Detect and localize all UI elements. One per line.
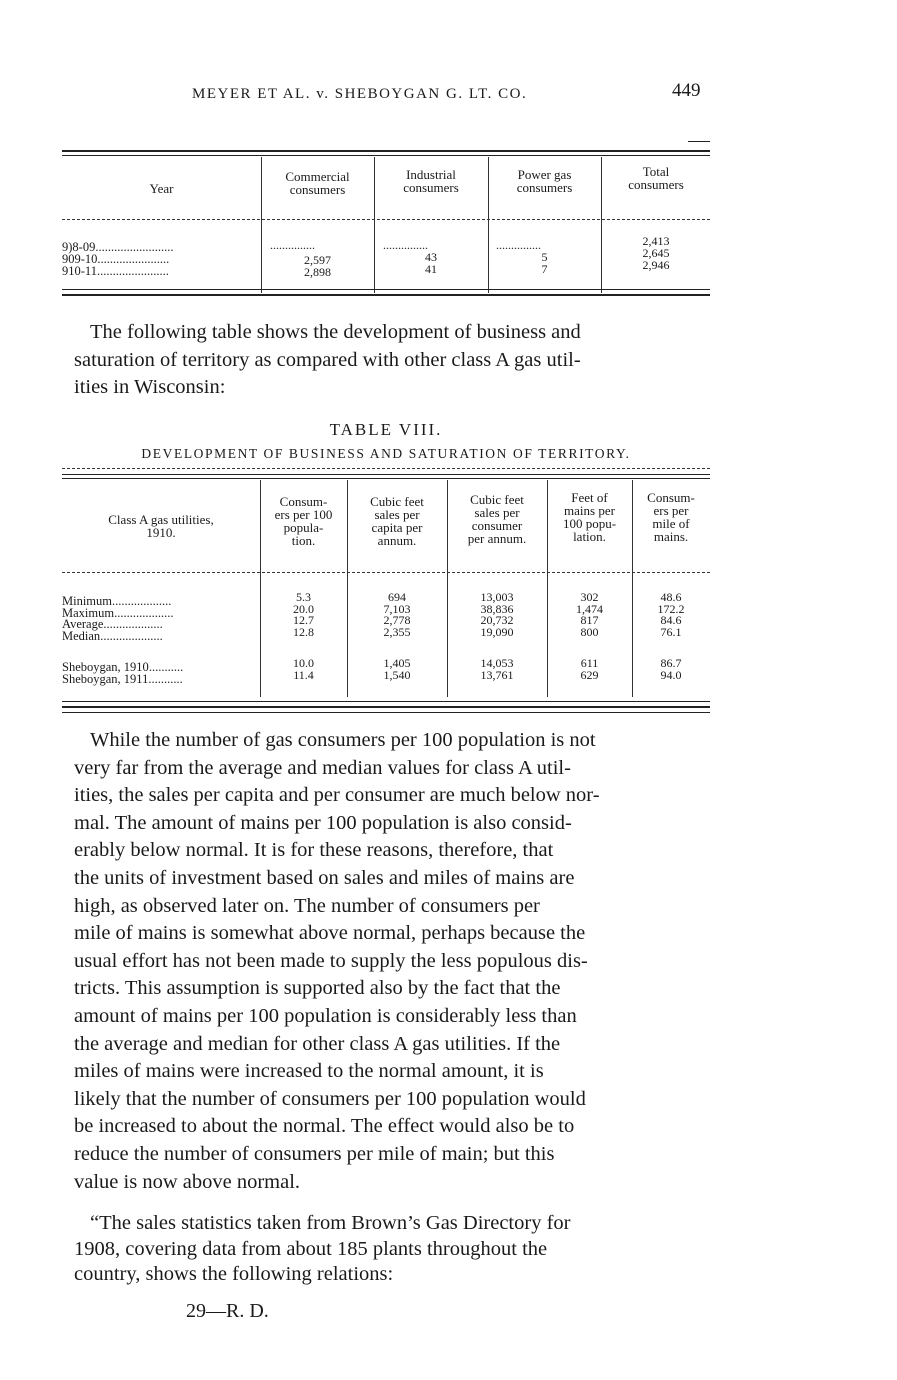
table-cell: 84.6: [660, 613, 682, 627]
table-cell: 2,645: [642, 246, 670, 260]
text-line: likely that the number of consumers per 100 population would: [74, 1087, 586, 1110]
table-cell: 2,898: [304, 265, 331, 279]
table-title: DEVELOPMENT OF BUSINESS AND SATURATION OF TERRITORY.: [141, 446, 631, 461]
table-cell: 2,778: [383, 613, 411, 627]
text-line: mile of mains is somewhat above normal, perhaps because the: [74, 922, 586, 945]
table-row: 909-10.......................: [62, 252, 170, 266]
table-cell: 1,474: [576, 601, 603, 616]
table-row: 9)8-09.........................: [62, 240, 174, 254]
table-rule: [62, 150, 710, 152]
text-line: “The sales statistics taken from Brown’s Gas Directory for: [90, 1212, 571, 1234]
table-rule: [62, 701, 710, 702]
table-cell: 1,540: [383, 667, 411, 682]
table-cell: 20.0: [293, 601, 314, 616]
table-cell: 5: [541, 250, 548, 264]
table-cell: 302: [580, 590, 599, 604]
table-cell: 41: [425, 262, 437, 276]
text-line: ities, the sales per capita and per consumer are much below nor-: [74, 784, 600, 807]
text-line: the units of investment based on sales and miles of mains are: [74, 866, 575, 889]
row-label: Sheboygan, 1911...........: [62, 671, 183, 686]
dotted-leader: ...............: [383, 238, 428, 252]
table-cell: 11.4: [293, 667, 314, 682]
table-cell: 629: [580, 667, 599, 682]
table-cell: 172.2: [657, 601, 685, 616]
text-line: high, as observed later on. The number of consumers per: [74, 894, 540, 917]
text-line: country, shows the following relations:: [74, 1263, 394, 1285]
table-cell: 12.7: [293, 613, 314, 627]
text-line: value is now above normal.: [74, 1170, 301, 1193]
table-cell: 2,413: [642, 234, 670, 248]
signature-mark: 29—R. D.: [186, 1300, 269, 1322]
table-cell: 12.8: [293, 624, 314, 639]
text-line: miles of mains were increased to the normal amount, it is: [74, 1060, 544, 1083]
table-cell: 94.0: [660, 667, 682, 682]
table-rule: [62, 289, 710, 290]
table-cell: 1,405: [383, 656, 411, 670]
text-line: be increased to about the normal. The effect would also be to: [74, 1115, 575, 1138]
table-rule: [62, 219, 710, 220]
table-caption: TABLE VIII.: [329, 420, 443, 439]
table-row: 910-11.......................: [62, 264, 169, 278]
table-cell: 817: [580, 613, 599, 627]
table-rule: [62, 478, 710, 479]
table-cell: 43: [425, 250, 437, 264]
table-cell: 2,597: [304, 253, 331, 267]
table1-header-year: Year: [149, 181, 174, 196]
text-line: very far from the average and median values for class A util-: [74, 756, 571, 779]
table-cell: 76.1: [660, 624, 682, 639]
text-line: reduce the number of consumers per mile of main; but this: [74, 1142, 555, 1165]
text-line: 1908, covering data from about 185 plants throughout the: [74, 1237, 548, 1260]
table-cell: 7,103: [383, 601, 411, 616]
table-cell: 7: [541, 262, 548, 276]
row-label: Median....................: [62, 628, 163, 643]
table-rule: [62, 294, 710, 296]
table2-header-cubic-feet-consumer: Cubic feet sales per consumer per annum.: [467, 492, 527, 546]
table-cell: 2,946: [642, 258, 670, 272]
table2-header-consumers-per-mile: Consum- ers per mile of mains.: [647, 490, 695, 544]
table-cell: 14,053: [480, 656, 514, 670]
text-line: tricts. This assumption is supported also by the fact that the: [74, 977, 561, 1000]
text-line: erably below normal. It is for these reasons, therefore, that: [74, 839, 554, 862]
table-cell: 5.3: [296, 590, 311, 604]
row-label: Average...................: [62, 617, 163, 631]
table-rule: [62, 712, 710, 713]
table-rule: [62, 155, 710, 156]
table-cell: 800: [580, 624, 599, 639]
table1-header-total: Total consumers: [628, 164, 684, 192]
row-label: Maximum...................: [62, 605, 174, 620]
table2-header-cubic-feet-capita: Cubic feet sales per capita per annum.: [370, 494, 424, 548]
text-line: amount of mains per 100 population is considerably less than: [74, 1004, 577, 1027]
row-label: Sheboygan, 1910...........: [62, 660, 184, 674]
table2-header-consumers-per-100: Consum- ers per 100 popula- tion.: [274, 494, 333, 548]
text-line: While the number of gas consumers per 100 population is not: [90, 729, 596, 751]
page-number: 449: [672, 80, 701, 101]
text-line: the average and median for other class A gas utilities. If the: [74, 1032, 561, 1055]
dotted-leader: ...............: [496, 238, 541, 252]
table-cell: 48.6: [660, 590, 682, 604]
table-cell: 694: [388, 590, 406, 604]
running-head: MEYER ET AL. v. SHEBOYGAN G. LT. CO.: [192, 86, 528, 102]
table1-header-commercial: Commercial consumers: [285, 169, 350, 197]
table-cell: 13,761: [480, 667, 514, 682]
intro-paragraph: The following table shows the development of business and saturation of territory as compared with other class A gas util- ities in Wisconsin:: [74, 321, 581, 399]
table1-header-industrial: Industrial consumers: [403, 167, 459, 195]
table-cell: 38,836: [480, 601, 514, 616]
text-line: usual effort has not been made to supply the less populous dis-: [74, 949, 588, 972]
table-cell: 2,355: [383, 624, 411, 639]
table-rule: [62, 474, 710, 475]
table-rule: [62, 468, 710, 469]
table1-header-power-gas: Power gas consumers: [516, 167, 573, 195]
body-paragraph: [74, 727, 714, 1196]
table2-header-feet-of-mains: Feet of mains per 100 popu- lation.: [562, 490, 617, 544]
table2-header-utility: Class A gas utilities, 1910.: [108, 512, 214, 540]
table-cell: 19,090: [480, 624, 514, 639]
table-cell: 13,003: [480, 590, 514, 604]
table-cell: 611: [580, 656, 599, 670]
quote-paragraph: [74, 1211, 714, 1288]
table-rule: [62, 706, 710, 708]
table-cell: 10.0: [293, 656, 314, 670]
table-rule: [688, 141, 710, 142]
dotted-leader: ...............: [270, 238, 315, 252]
row-label: Minimum...................: [62, 594, 172, 608]
text-line: mal. The amount of mains per 100 population is also consid-: [74, 811, 572, 834]
table-cell: 20,732: [480, 613, 514, 627]
table-cell: 86.7: [660, 656, 682, 670]
table-rule: [62, 572, 710, 573]
